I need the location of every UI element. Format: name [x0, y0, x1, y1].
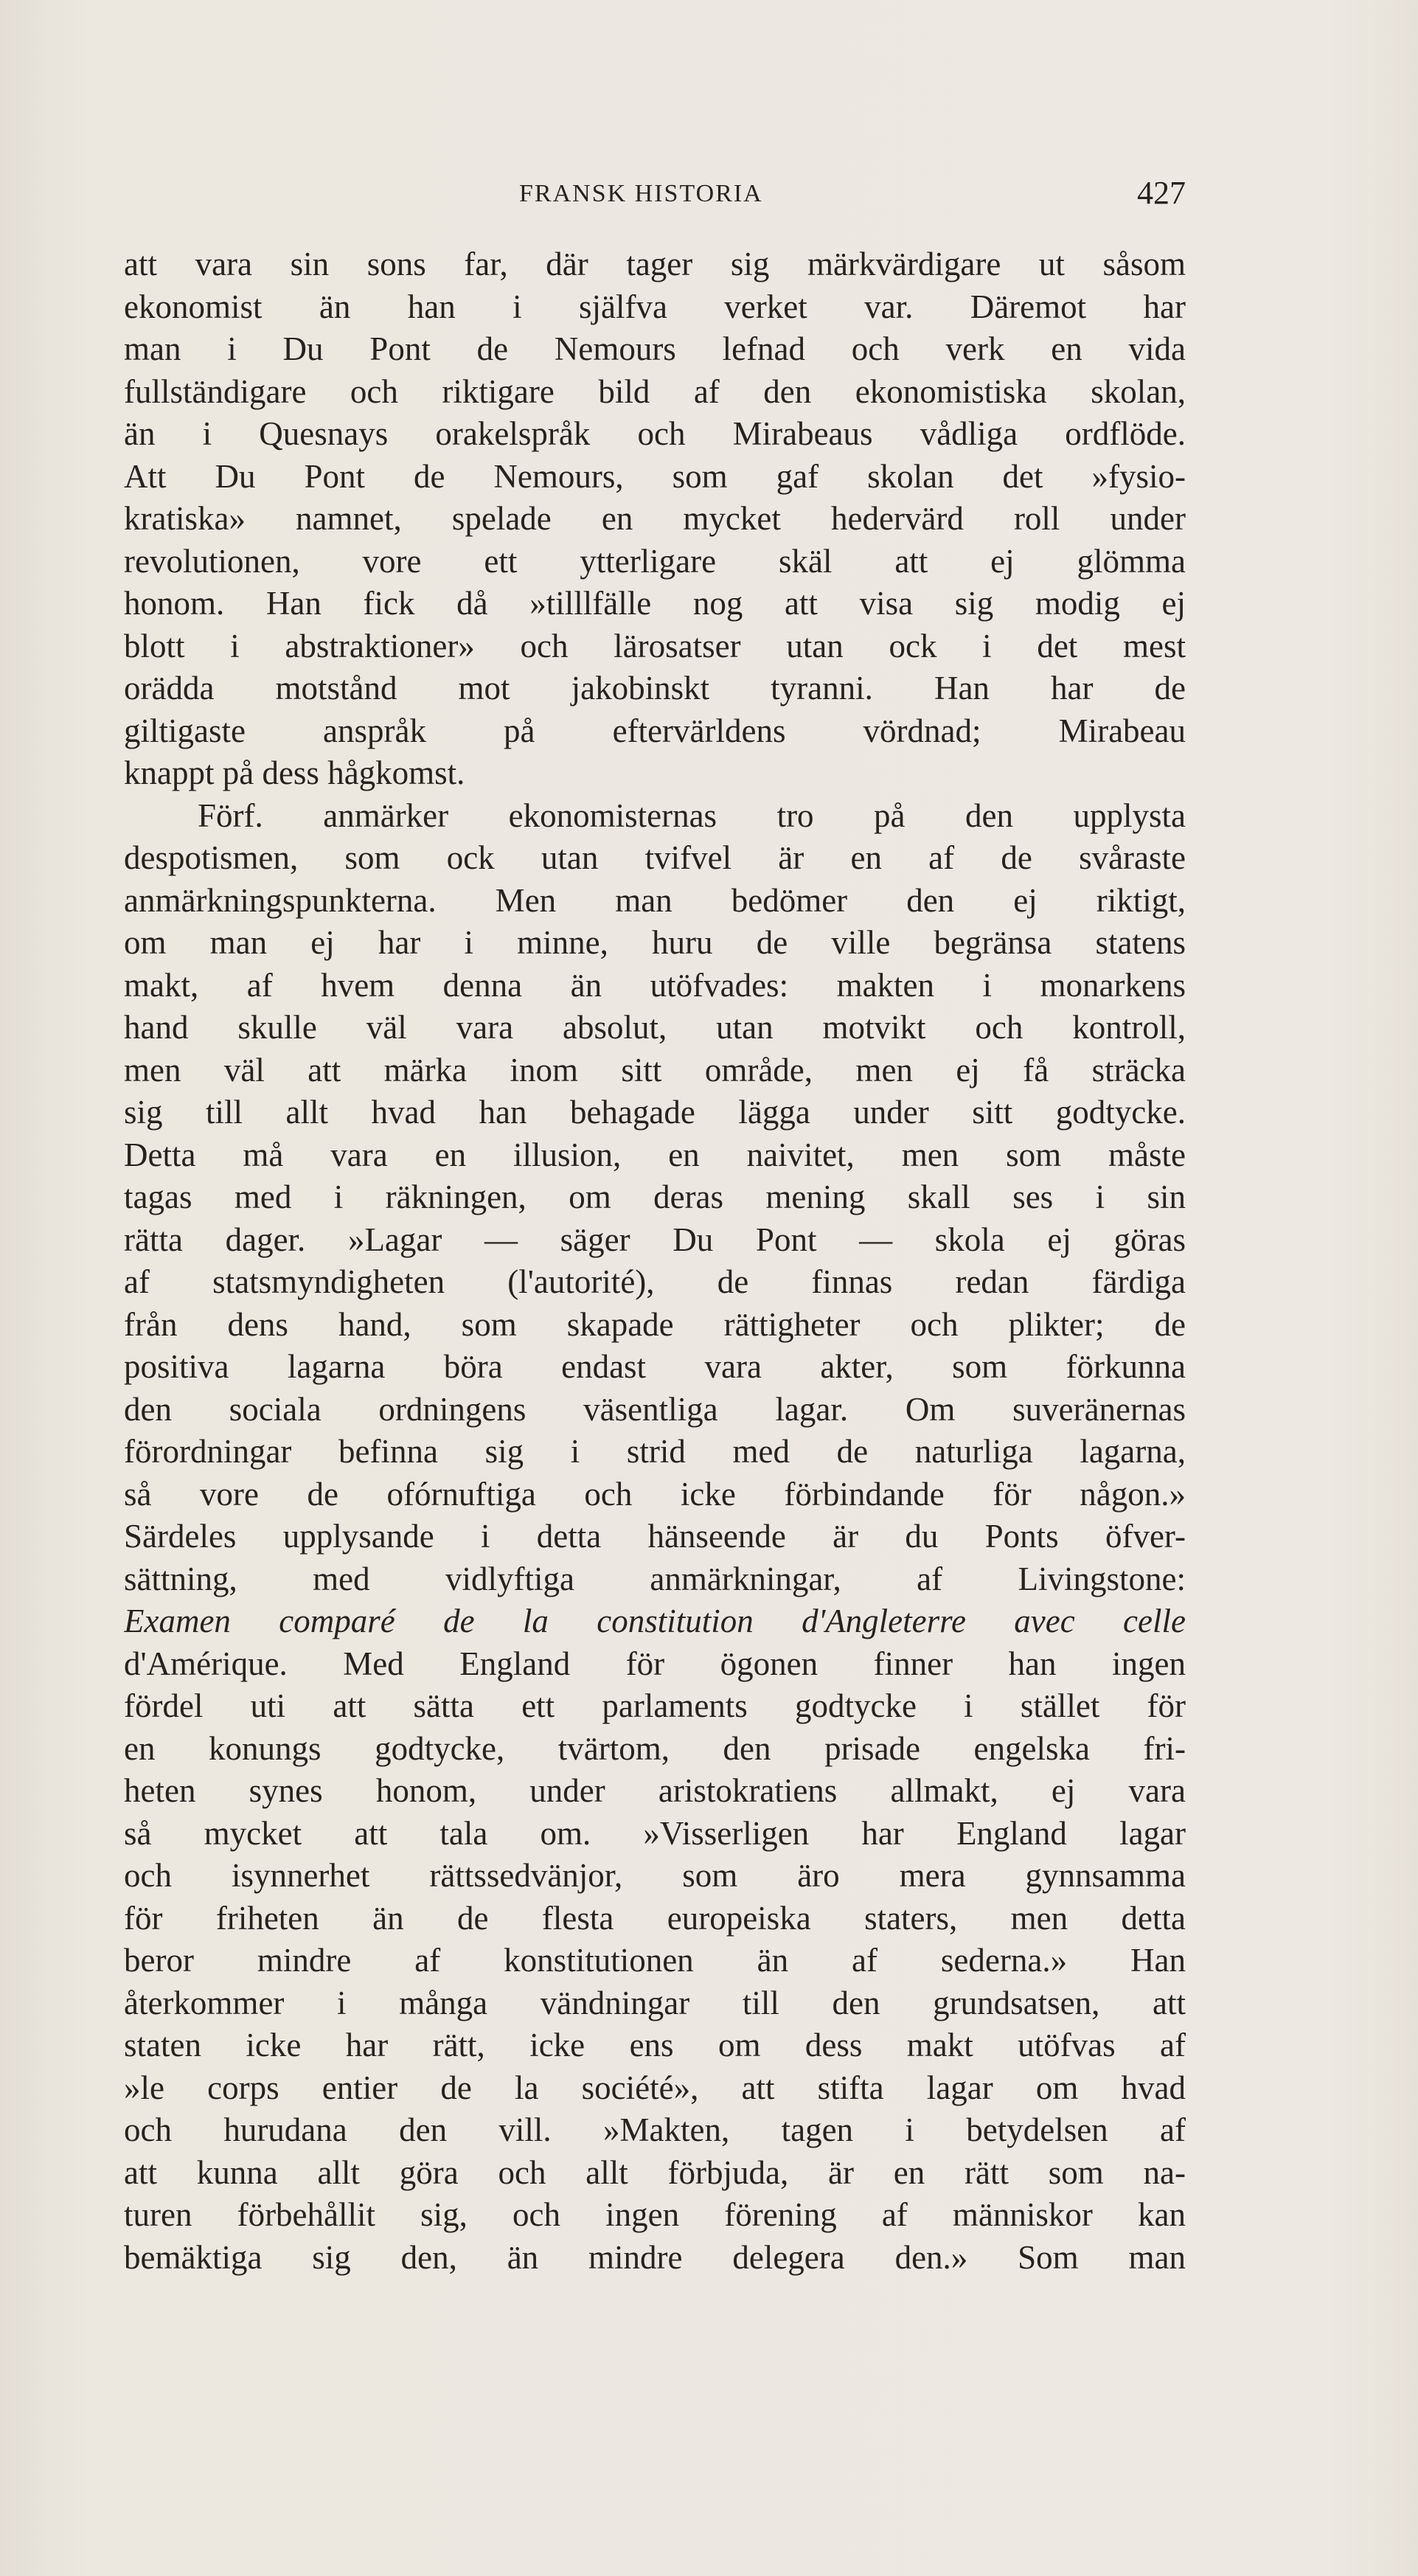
running-title: FRANSK HISTORIA	[519, 180, 763, 207]
text-line-9: honom. Han fick då »tilllfälle nog att visa sig modig ej	[124, 585, 1186, 622]
text-line-10: blott i abstraktioner» och lärosatser utan ock i det mest	[124, 627, 1186, 664]
text-line-1: att vara sin sons far, där tager sig märkvärdigare ut såsom	[124, 246, 1186, 282]
text-line-29: förordningar befinna sig i strid med de naturliga lagarna,	[124, 1433, 1186, 1470]
text-line-32: sättning, med vidlyftiga anmärkningar, af Livingstone:	[124, 1560, 1186, 1597]
text-line-44: »le corps entier de la société», att stifta lagar om hvad	[124, 2069, 1186, 2106]
text-line-20: men väl att märka inom sitt område, men ej få sträcka	[124, 1051, 1186, 1089]
text-line-28: den sociala ordningens väsentliga lagar. Om suveränernas	[124, 1390, 1186, 1428]
text-line-41: beror mindre af konstitutionen än af sederna.» Han	[124, 1942, 1186, 1979]
text-line-37: heten synes honom, under aristokratiens allmakt, ej vara	[124, 1772, 1186, 1809]
text-line-5: än i Quesnays orakelspråk och Mirabeaus vådliga ordflöde.	[124, 415, 1186, 452]
text-line-2: ekonomist än han i själfva verket var. Däremot har	[124, 288, 1186, 325]
text-line-17: om man ej har i minne, huru de ville begränsa statens	[124, 924, 1186, 961]
text-line-36: en konungs godtycke, tvärtom, den prisade engelska fri-	[124, 1729, 1186, 1767]
text-line-48: bemäktiga sig den, än mindre delegera den.» Som man	[124, 2238, 1186, 2276]
text-line-6: Att Du Pont de Nemours, som gaf skolan det »fysio-	[124, 457, 1186, 495]
text-line-34: d'Amérique. Med England för ögonen finner han ingen	[124, 1645, 1186, 1682]
text-line-39: och isynnerhet rättssedvänjor, som äro mera gynnsamma	[124, 1857, 1186, 1894]
text-line-45: och hurudana den vill. »Makten, tagen i betydelsen af	[124, 2111, 1186, 2148]
text-line-38: så mycket att tala om. »Visserligen har England lagar	[124, 1814, 1186, 1852]
text-line-25: af statsmyndigheten (l'autorité), de finnas redan färdiga	[124, 1263, 1186, 1300]
text-line-11: orädda motstånd mot jakobinskt tyranni. Han har de	[124, 670, 1186, 707]
text-line-27: positiva lagarna böra endast vara akter, som förkunna	[124, 1348, 1186, 1385]
text-line-23: tagas med i räkningen, om deras mening skall ses i sin	[124, 1178, 1186, 1215]
text-line-46: att kunna allt göra och allt förbjuda, är en rätt som na-	[124, 2153, 1186, 2191]
text-line-40: för friheten än de flesta europeiska staters, men detta	[124, 1899, 1186, 1937]
text-line-13: knappt på dess hågkomst.	[124, 754, 465, 791]
text-line-33: Examen comparé de la constitution d'Angleterre avec celle	[124, 1603, 1186, 1639]
page-number: 427	[1137, 175, 1186, 211]
text-line-47: turen förbehållit sig, och ingen förening af människor kan	[124, 2196, 1186, 2233]
text-line-8: revolutionen, vore ett ytterligare skäl att ej glömma	[124, 542, 1186, 580]
text-line-42: återkommer i många vändningar till den grundsatsen, att	[124, 1984, 1186, 2021]
text-line-26: från dens hand, som skapade rättigheter och plikter; de	[124, 1305, 1186, 1343]
body-text	[124, 243, 1186, 2279]
text-line-14: Förf. anmärker ekonomisternas tro på den upplysta	[198, 796, 1186, 834]
text-line-15: despotismen, som ock utan tvifvel är en af de svåraste	[124, 839, 1186, 876]
text-line-21: sig till allt hvad han behagade lägga under sitt godtycke.	[124, 1094, 1186, 1131]
text-line-43: staten icke har rätt, icke ens om dess makt utöfvas af	[124, 2027, 1186, 2063]
text-line-19: hand skulle väl vara absolut, utan motvikt och kontroll,	[124, 1009, 1186, 1046]
text-line-24: rätta dager. »Lagar — säger Du Pont — skola ej göras	[124, 1221, 1186, 1258]
text-line-3: man i Du Pont de Nemours lefnad och verk en vida	[124, 330, 1186, 367]
text-line-12: giltigaste anspråk på eftervärldens vördnad; Mirabeau	[124, 712, 1186, 749]
running-head	[124, 174, 1186, 218]
text-line-31: Särdeles upplysande i detta hänseende är du Ponts öfver-	[124, 1518, 1186, 1555]
text-line-22: Detta må vara en illusion, en naivitet, men som måste	[124, 1136, 1186, 1173]
text-line-30: så vore de ofórnuftiga och icke förbindande för någon.»	[124, 1475, 1186, 1513]
text-line-18: makt, af hvem denna än utöfvades: makten i monarkens	[124, 966, 1186, 1004]
text-line-35: fördel uti att sätta ett parlaments godtycke i stället för	[124, 1687, 1186, 1724]
text-line-4: fullständigare och riktigare bild af den ekonomistiska skolan,	[124, 372, 1186, 410]
text-line-7: kratiska» namnet, spelade en mycket hedervärd roll under	[124, 500, 1186, 537]
text-line-16: anmärkningspunkterna. Men man bedömer den ej riktigt,	[124, 881, 1186, 919]
